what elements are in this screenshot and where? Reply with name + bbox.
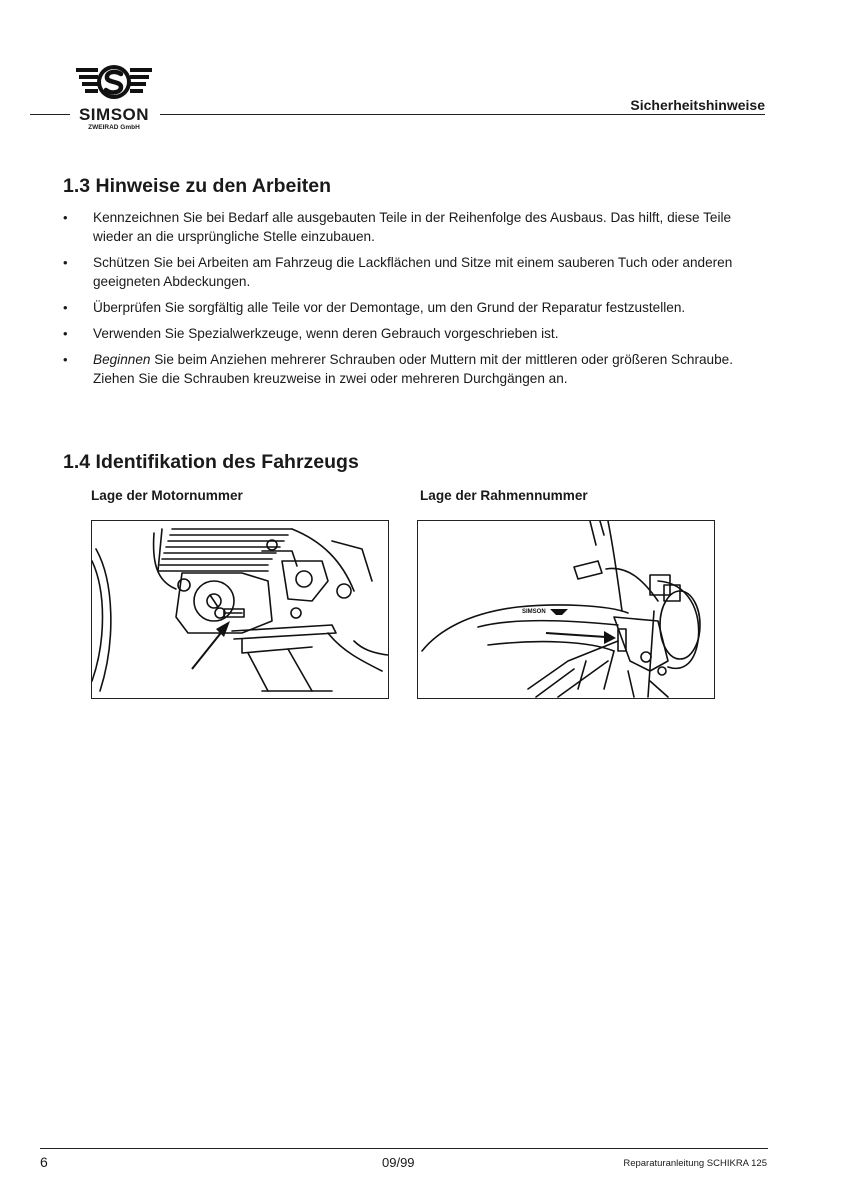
list-item <box>60 350 760 388</box>
list-item-rest: Sie beim Anziehen mehrerer Schrauben oder Muttern mit der mittleren oder größeren Schraube. Ziehen Sie die Schrauben kreuzweise in zwei oder mehreren Durchgängen an. <box>93 352 734 386</box>
brand-name: SIMSON <box>78 105 150 124</box>
list-item: • Überprüfen Sie sorgfältig alle Teile vor der Demontage, um den Grund der Reparatur festzustellen. <box>60 298 760 317</box>
engine-drawing-icon <box>92 521 388 698</box>
figure-label-engine-number: Lage der Motornummer <box>91 488 243 503</box>
running-section-title: Sicherheitshinweise <box>630 97 765 113</box>
header-rule-left <box>30 114 70 115</box>
tank-logo-text: SIMSON <box>522 609 546 615</box>
figure-label-frame-number: Lage der Rahmennummer <box>420 488 588 503</box>
list-item: • Verwenden Sie Spezialwerkzeuge, wenn deren Gebrauch vorgeschrieben ist. <box>60 324 760 343</box>
simson-wings-icon <box>72 60 156 106</box>
page-number: 6 <box>40 1154 48 1170</box>
frame-drawing-icon <box>418 521 714 698</box>
footer-rule <box>40 1148 768 1149</box>
list-item: • Kennzeichnen Sie bei Bedarf alle ausgebauten Teile in der Reihenfolge des Ausbaus. Das hilft, diese Teile wieder an die ursprüngliche Stelle einzubauen. <box>60 208 760 246</box>
heading-1-4: 1.4 Identifikation des Fahrzeugs <box>63 451 359 473</box>
heading-1-3: 1.3 Hinweise zu den Arbeiten <box>63 175 332 197</box>
list-item-lead: Beginnen <box>93 352 151 367</box>
revision-date: 09/99 <box>382 1155 415 1170</box>
frame-number-illustration <box>417 520 715 699</box>
header-rule-right <box>160 114 765 115</box>
list-item: • Schützen Sie bei Arbeiten am Fahrzeug die Lackflächen und Sitze mit einem sauberen Tuch oder anderen geeigneten Abdeckungen. <box>60 253 760 291</box>
work-notes-list <box>60 208 760 395</box>
simson-logo <box>72 60 156 140</box>
engine-number-illustration <box>91 520 389 699</box>
brand-subtitle: ZWEIRAD GmbH <box>88 124 140 131</box>
document-title: Reparaturanleitung SCHIKRA 125 <box>623 1158 767 1169</box>
